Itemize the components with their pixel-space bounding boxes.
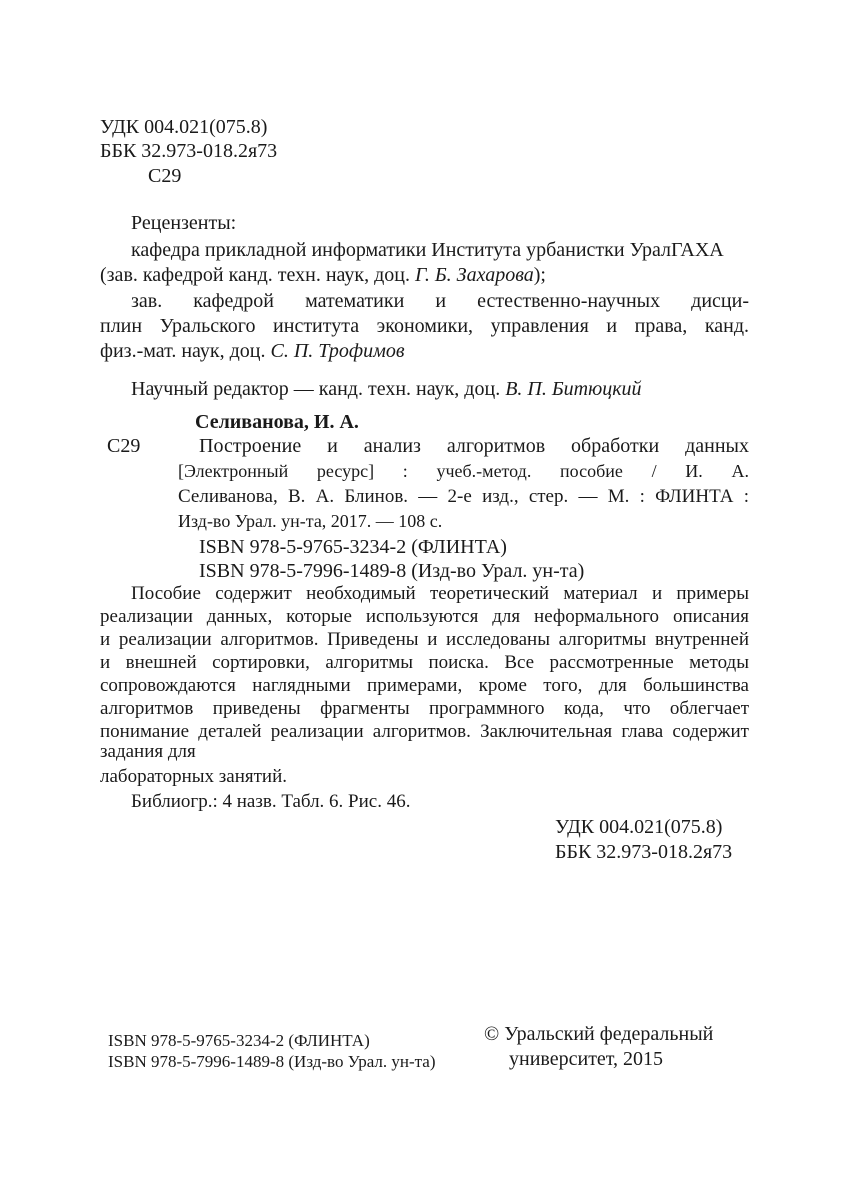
scientific-editor: Научный редактор — канд. техн. наук, доц. В. П. Битюцкий	[131, 378, 642, 400]
copyright-line-1: © Уральский федеральный	[484, 1023, 714, 1045]
footer-isbn-2: ISBN 978-5-7996-1489-8 (Изд-во Урал. ун-та)	[108, 1052, 436, 1071]
reviewer-2-name: С. П. Трофимов	[270, 340, 405, 362]
abstract-line-1: Пособие содержит необходимый теоретический материал и примеры	[131, 583, 749, 604]
entry-isbn-1: ISBN 978-5-9765-3234-2 (ФЛИНТА)	[199, 536, 507, 558]
entry-line-2: [Электронный ресурс] : учеб.-метод. пособие / И. А.	[178, 461, 749, 481]
bibliography-note: Библиогр.: 4 назв. Табл. 6. Рис. 46.	[131, 791, 411, 812]
entry-author: Селиванова, И. А.	[195, 411, 359, 433]
abstract-line-6: алгоритмов приведены фрагменты программного кода, что облегчает	[100, 698, 749, 719]
reviewers-title: Рецензенты:	[131, 212, 237, 234]
entry-line-4: Изд-во Урал. ун-та, 2017. — 108 с.	[178, 511, 443, 531]
abstract-line-8: задания для	[100, 741, 196, 762]
udk-header: УДК 004.021(075.8)	[100, 116, 268, 138]
abstract-line-4: и внешней сортировки, алгоритмы поиска. Все рассмотренные методы	[100, 652, 749, 673]
reviewer-1-line-2: (зав. кафедрой канд. техн. наук, доц. Г. Б. Захарова);	[100, 264, 546, 286]
bbk-classification: ББК 32.973-018.2я73	[555, 841, 733, 863]
abstract-line-3: и реализации алгоритмов. Приведены и исследованы алгоритмы внутренней	[100, 629, 749, 650]
entry-line-3: Селиванова, В. А. Блинов. — 2-е изд., стер. — М. : ФЛИНТА :	[178, 486, 749, 507]
copyright-line-2: университет, 2015	[509, 1048, 664, 1070]
bbk-header: ББК 32.973-018.2я73	[100, 140, 278, 162]
abstract-line-2: реализации данных, которые используются для неформального описания	[100, 606, 749, 627]
entry-mark: С29	[107, 435, 141, 457]
reviewer-2-line-3: физ.-мат. наук, доц. С. П. Трофимов	[100, 340, 405, 362]
author-mark-header: С29	[148, 165, 182, 187]
footer-isbn-1: ISBN 978-5-9765-3234-2 (ФЛИНТА)	[108, 1031, 370, 1050]
abstract-line-5: сопровождаются наглядными примерами, кроме того, для большинства	[100, 675, 749, 696]
reviewer-1-name: Г. Б. Захарова	[415, 264, 534, 286]
udk-classification: УДК 004.021(075.8)	[555, 816, 723, 838]
reviewer-2-line-1: зав. кафедрой математики и естественно-научных дисци-	[131, 290, 749, 312]
editor-name: В. П. Битюцкий	[505, 378, 642, 400]
entry-isbn-2: ISBN 978-5-7996-1489-8 (Изд-во Урал. ун-та)	[199, 560, 585, 582]
reviewer-1-line-1: кафедра прикладной информатики Института урбанистки УралГАХА	[131, 239, 724, 261]
abstract-line-9: лабораторных занятий.	[100, 766, 287, 787]
reviewer-2-line-2: плин Уральского института экономики, управления и права, канд.	[100, 315, 749, 337]
abstract-line-7: понимание деталей реализации алгоритмов. Заключительная глава содержит	[100, 721, 749, 742]
entry-line-1: Построение и анализ алгоритмов обработки данных	[199, 435, 749, 457]
